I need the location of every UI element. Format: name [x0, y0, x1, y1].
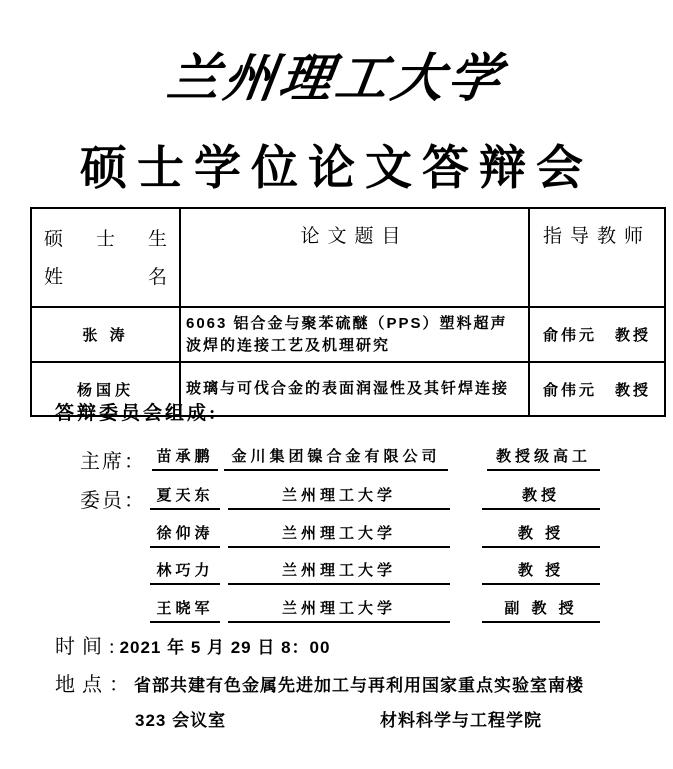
committee-member-row — [0, 484, 673, 512]
header-char: 名 — [147, 267, 167, 288]
room-row — [0, 706, 673, 734]
committee-member-row — [0, 597, 673, 625]
member-name: 徐仰涛 — [150, 522, 220, 548]
thesis-title: 玻璃与可伐合金的表面润湿性及其钎焊连接 — [180, 362, 529, 416]
header-thesis-title: 论文题目 — [180, 208, 529, 307]
header-student-line1 — [44, 221, 167, 259]
committee-heading: 答辩委员会组成: — [55, 403, 219, 424]
member-name: 王晓军 — [150, 597, 220, 623]
advisor-name: 俞伟元 教授 — [529, 307, 665, 362]
defense-table — [30, 207, 666, 417]
header-student-line2 — [44, 259, 167, 297]
place-value: 省部共建有色金属先进加工与再利用国家重点实验室南楼 — [134, 676, 584, 695]
advisor-name: 俞伟元 教授 — [529, 362, 665, 416]
department-name: 材料科学与工程学院 — [380, 711, 542, 730]
member-affiliation: 兰州理工大学 — [228, 597, 450, 623]
header-char: 士 — [95, 229, 115, 250]
committee-member-row — [0, 522, 673, 550]
table-header-row — [31, 208, 665, 307]
time-row — [55, 630, 330, 659]
member-affiliation: 兰州理工大学 — [228, 484, 450, 510]
chair-affiliation: 金川集团镍合金有限公司 — [224, 445, 448, 471]
header-char: 硕 — [44, 229, 64, 250]
university-logo-calligraphy: 兰州理工大学 — [163, 48, 509, 109]
committee-member-row — [0, 559, 673, 587]
time-label: 时 间 : — [55, 636, 116, 658]
chair-label: 主席： — [80, 451, 146, 473]
member-name: 林巧力 — [150, 559, 220, 585]
room-number: 323 会议室 — [135, 711, 227, 730]
thesis-title: 6063 铝合金与聚苯硫醚（PPS）塑料超声波焊的连接工艺及机理研究 — [180, 307, 529, 362]
header-advisor: 指导教师 — [529, 208, 665, 307]
place-label: 地 点 ： — [55, 674, 130, 696]
member-title: 副 教 授 — [482, 597, 600, 623]
member-title: 教 授 — [482, 559, 600, 585]
page-title: 硕士学位论文答辩会 — [80, 143, 593, 195]
member-name: 夏天东 — [150, 484, 220, 510]
chair-name: 苗承鹏 — [152, 445, 218, 471]
header-student-name — [31, 208, 180, 307]
chair-title: 教授级高工 — [487, 445, 600, 471]
time-value: 2021 年 5 月 29 日 8：00 — [119, 638, 331, 657]
committee-chair-row — [0, 445, 673, 473]
student-name: 张 涛 — [31, 307, 180, 362]
student-name: 杨国庆 — [31, 362, 180, 416]
header-char: 姓 — [44, 267, 64, 288]
member-affiliation: 兰州理工大学 — [228, 522, 450, 548]
header-char: 生 — [147, 229, 167, 250]
member-title: 教授 — [482, 484, 600, 510]
table-row — [31, 307, 665, 362]
member-affiliation: 兰州理工大学 — [228, 559, 450, 585]
member-label: 委员： — [80, 490, 146, 512]
member-title: 教 授 — [482, 522, 600, 548]
place-row — [55, 668, 584, 697]
